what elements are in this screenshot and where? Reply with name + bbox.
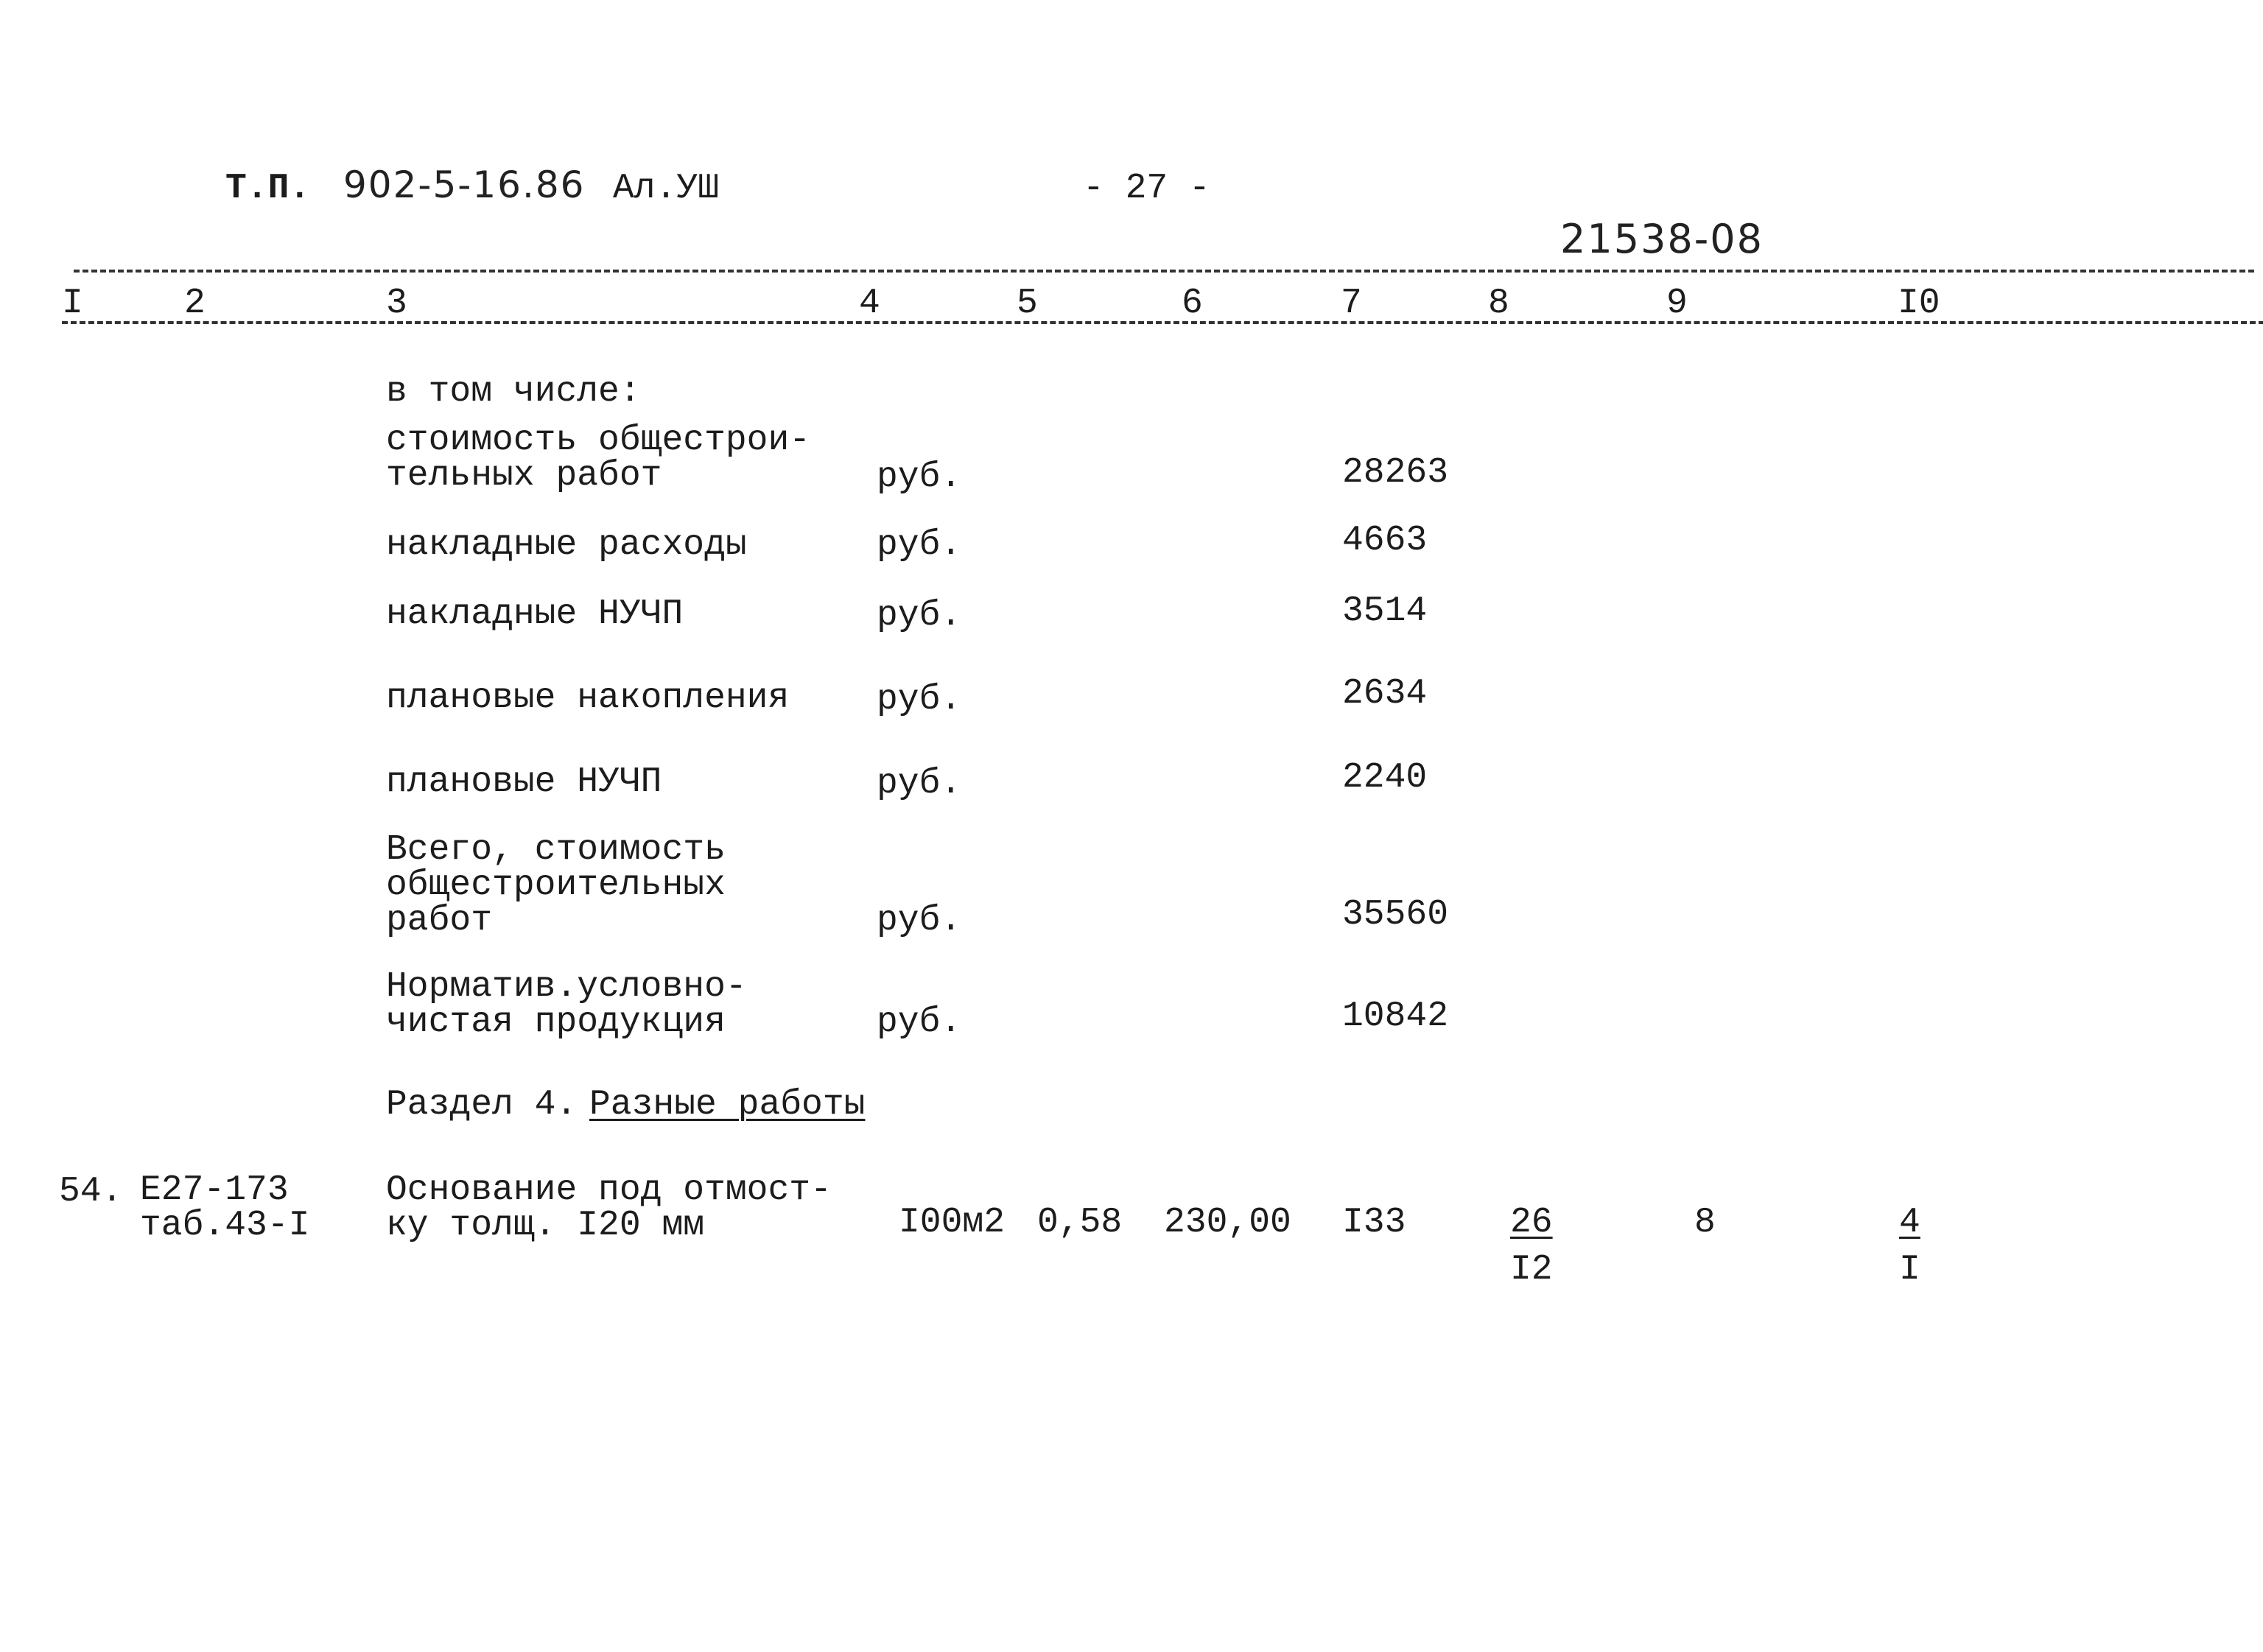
section-4-title: Разные работы — [589, 1085, 866, 1125]
col-8-label: 8 — [1488, 284, 1509, 323]
row-54-code: Е27-173 таб.43-I — [140, 1170, 310, 1245]
row-2-unit: руб. — [877, 525, 962, 565]
row-54-total: I33 — [1342, 1203, 1406, 1242]
row-2-value: 4663 — [1342, 521, 1428, 560]
col-1-label: I — [62, 284, 83, 323]
row-6-value: 35560 — [1342, 895, 1449, 935]
album-label: Ал.УШ — [613, 169, 720, 208]
row-4-unit: руб. — [877, 680, 962, 720]
row-54-number: 54. — [59, 1172, 123, 1212]
row-54-col10-bottom: I — [1899, 1250, 1920, 1290]
row-5-unit: руб. — [877, 764, 962, 804]
row-1-unit: руб. — [877, 457, 962, 497]
row-6-unit: руб. — [877, 901, 962, 941]
col-9-label: 9 — [1666, 284, 1688, 323]
row-5-value: 2240 — [1342, 758, 1428, 798]
row-4-value: 2634 — [1342, 674, 1428, 714]
row-1-name: стоимость общестрои- тельных работ — [386, 421, 811, 496]
row-54-quantity: 0,58 — [1037, 1203, 1123, 1242]
row-54-col10-top: 4 — [1899, 1203, 1920, 1242]
section-4-prefix: Раздел 4. — [386, 1085, 578, 1125]
col-6-label: 6 — [1182, 284, 1203, 323]
row-2-name: накладные расходы — [386, 525, 747, 565]
row-3-value: 3514 — [1342, 591, 1428, 631]
tp-number: 902-5-16.86 — [343, 164, 586, 206]
col-3-label: 3 — [386, 284, 407, 323]
archive-number: 21538-08 — [1560, 216, 1764, 262]
row-6-name: Всего, стоимость общестроительных работ — [386, 830, 726, 941]
col-7-label: 7 — [1341, 284, 1362, 323]
header-rule-top — [74, 270, 2254, 273]
row-4-name: плановые накопления — [386, 678, 790, 718]
row-3-unit: руб. — [877, 596, 962, 636]
row-7-unit: руб. — [877, 1002, 962, 1042]
row-54-price: 230,00 — [1164, 1203, 1291, 1242]
row-1-value: 28263 — [1342, 453, 1449, 493]
col-10-label: I0 — [1898, 284, 1940, 323]
tp-label: Т.П. — [225, 169, 311, 208]
row-54-col8-bottom: I2 — [1510, 1250, 1553, 1290]
row-7-name: Норматив.условно- чистая продукция — [386, 967, 747, 1042]
col-4-label: 4 — [859, 284, 880, 323]
row-3-name: накладные НУЧП — [386, 594, 684, 634]
row-5-name: плановые НУЧП — [386, 762, 662, 802]
row-54-name: Основание под отмост- ку толщ. I20 мм — [386, 1170, 832, 1245]
page-number: - 27 - — [1083, 169, 1210, 208]
row-7-value: 10842 — [1342, 997, 1449, 1036]
col-2-label: 2 — [184, 284, 206, 323]
row-54-unit: I00м2 — [899, 1203, 1006, 1242]
section-caption: в том числе: — [386, 372, 641, 412]
col-5-label: 5 — [1017, 284, 1038, 323]
row-54-col9: 8 — [1694, 1203, 1716, 1242]
header-rule-bottom — [62, 321, 2263, 324]
row-54-col8-top: 26 — [1510, 1203, 1553, 1242]
